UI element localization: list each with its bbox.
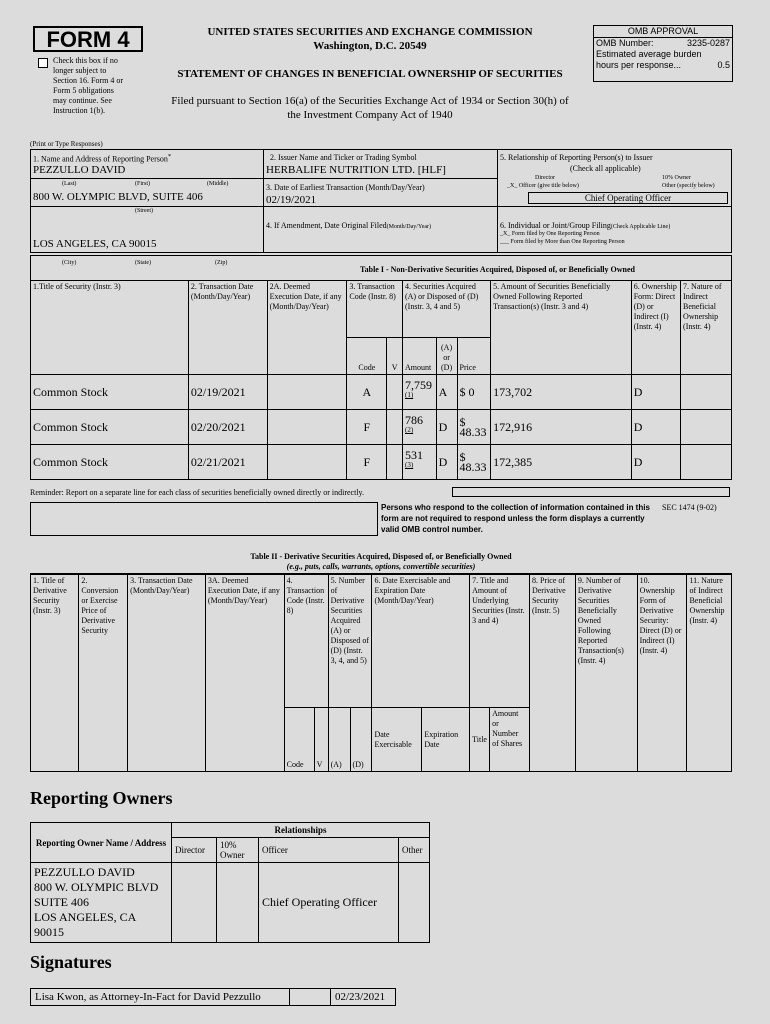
ro-officer-header: Officer (259, 838, 399, 863)
v-flag (387, 374, 403, 409)
form-title: FORM 4 (46, 27, 130, 52)
divider (30, 178, 263, 179)
price: $ 48.33 (457, 409, 491, 444)
reminder-line (452, 487, 730, 497)
t1-code-header: Code (347, 337, 387, 374)
transaction-date: 02/20/2021 (188, 409, 267, 444)
t2-col3-header: 3. Transaction Date (Month/Day/Year) (128, 575, 206, 772)
signature-date: 02/23/2021 (331, 989, 396, 1006)
omb-burden: Estimated average burden (596, 49, 702, 59)
t1-col4-header: 4. Securities Acquired (A) or Disposed of (D) (Instr. 3, 4 and 5) (402, 280, 490, 337)
t2-col5-header: 5. Number of Derivative Securities Acquired (A) or Disposed of (D) (Instr. 3, 4, and 5) (328, 575, 372, 708)
nature-ownership (681, 444, 732, 479)
table-row (31, 863, 430, 943)
ro-owner10-cell (217, 863, 259, 943)
t1-col6-header: 6. Ownership Form: Direct (D) or Indirect (I) (Instr. 4) (631, 280, 680, 374)
agency-name: UNITED STATES SECURITIES AND EXCHANGE COMMISSION (207, 26, 533, 38)
deemed-date (267, 374, 347, 409)
t1-col5-header: 5. Amount of Securities Beneficially Owned Following Reported Transaction(s) (Instr. 3 and 4) (491, 280, 632, 374)
transaction-code: A (347, 374, 387, 409)
omb-approval-box (593, 25, 733, 82)
reporting-person-name: PEZZULLO DAVID (33, 164, 126, 176)
divider (497, 149, 498, 253)
security-title: Common Stock (31, 409, 189, 444)
ro-officer-cell: Chief Operating Officer (259, 863, 399, 943)
table-row (31, 444, 732, 479)
omb-number-row: OMB Number: 3235-0287 (596, 38, 730, 48)
t2-v-header: V (314, 708, 328, 772)
t2-a-header: (A) (328, 708, 350, 772)
t2-col10-header: 10. Ownership Form of Derivative Security: Direct (D) or Indirect (I) (Instr. 4) (637, 575, 687, 772)
table-row (31, 374, 732, 409)
officer-option: _X_ Officer (give title below) (507, 183, 579, 189)
table2-subtitle: (e.g., puts, calls, warrants, options, convertible securities) (286, 562, 476, 571)
table1-title: Table I - Non-Derivative Securities Acquired, Disposed of, or Beneficially Owned (360, 265, 635, 274)
owned-following: 172,385 (491, 444, 632, 479)
t1-col2a-header: 2A. Deemed Execution Date, if any (Month/Day/Year) (267, 280, 347, 374)
t2-col3a-header: 3A. Deemed Execution Date, if any (Month/Day/Year) (205, 575, 284, 772)
box6-label: 6. Individual or Joint/Group Filing(Check Applicable Line) (500, 221, 671, 230)
table1 (30, 255, 732, 480)
t1-col7-header: 7. Nature of Indirect Beneficial Ownership (Instr. 4) (681, 280, 732, 374)
t2-code-header: Code (284, 708, 314, 772)
ownership-form: D (631, 409, 680, 444)
t2-col1-header: 1. Title of Derivative Security (Instr. 3) (31, 575, 79, 772)
box5-sub: (Check all applicable) (570, 164, 641, 173)
city-state-zip: LOS ANGELES, CA 90015 (33, 238, 157, 250)
ownership-form: D (631, 374, 680, 409)
footnote-link[interactable]: (1) (404, 391, 414, 399)
acquired-disposed: D (436, 444, 457, 479)
signatures-table (30, 988, 396, 1006)
other-option: Other (specify below) (662, 183, 715, 189)
deemed-date (267, 444, 347, 479)
owned-following: 172,916 (491, 409, 632, 444)
transaction-date: 02/19/2021 (188, 374, 267, 409)
t1-col3-header: 3. Transaction Code (Instr. 8) (347, 280, 403, 337)
t1-amount-header: Amount (402, 337, 436, 374)
price: $ 48.33 (457, 444, 491, 479)
sec-number: SEC 1474 (9-02) (662, 503, 717, 512)
t1-v-header: V (387, 337, 403, 374)
signature-name: Lisa Kwon, as Attorney-In-Fact for David Pezzullo (31, 989, 290, 1006)
t2-title-header: Title (470, 708, 490, 772)
label-city: (City) (62, 260, 77, 266)
t2-d-header: (D) (350, 708, 372, 772)
label-street: (Street) (135, 208, 153, 214)
box4-label: 4. If Amendment, Date Original Filed(Month/Day/Year) (266, 221, 432, 230)
t2-expiration-header: Expiration Date (422, 708, 470, 772)
t2-col8-header: 8. Price of Derivative Security (Instr. 5) (529, 575, 575, 772)
t2-col2-header: 2. Conversion or Exercise Price of Derivative Security (79, 575, 128, 772)
transaction-code: F (347, 409, 387, 444)
street-address: 800 W. OLYMPIC BLVD, SUITE 406 (33, 191, 203, 203)
transaction-code: F (347, 444, 387, 479)
security-title: Common Stock (31, 374, 189, 409)
price: $ 0 (457, 374, 491, 409)
label-zip: (Zip) (215, 260, 228, 266)
divider (263, 206, 497, 207)
ownership-form: D (631, 444, 680, 479)
reporting-owners-heading: Reporting Owners (30, 788, 173, 808)
t1-aord-header: (A) or (D) (436, 337, 457, 374)
label-state: (State) (135, 260, 151, 266)
footnote-link[interactable]: (2) (404, 426, 414, 434)
divider (263, 178, 497, 179)
deemed-date (267, 409, 347, 444)
security-title: Common Stock (31, 444, 189, 479)
director-option: Director (535, 175, 555, 181)
ro-relationships-header: Relationships (172, 823, 430, 838)
ro-owner10-header: 10% Owner (217, 838, 259, 863)
statement-title: STATEMENT OF CHANGES IN BENEFICIAL OWNERSHIP OF SECURITIES (177, 68, 563, 80)
t1-col2-header: 2. Transaction Date (Month/Day/Year) (188, 280, 267, 374)
earliest-transaction-date: 02/19/2021 (266, 194, 317, 206)
officer-title-box: Chief Operating Officer (528, 192, 728, 204)
form-title-box (33, 26, 143, 52)
box2-label: 2. Issuer Name and Ticker or Trading Symbol (270, 153, 417, 162)
divider (263, 149, 264, 253)
signatures-heading: Signatures (30, 952, 112, 972)
box3-label: 3. Date of Earliest Transaction (Month/Day/Year) (266, 183, 425, 192)
agency-location: Washington, D.C. 20549 (313, 40, 427, 52)
ro-other-cell (399, 863, 430, 943)
acquired-disposed: D (436, 409, 457, 444)
filing-option-multi: ___ Form filed by More than One Reporting Person (500, 239, 625, 245)
signature-spacer (290, 989, 331, 1006)
v-flag (387, 444, 403, 479)
label-first: (First) (135, 181, 150, 187)
section16-checkbox[interactable] (38, 58, 48, 68)
ro-owner-address: PEZZULLO DAVID 800 W. OLYMPIC BLVD SUITE 406 LOS ANGELES, CA 90015 (31, 863, 172, 943)
t2-col6-header: 6. Date Exercisable and Expiration Date (Month/Day/Year) (372, 575, 470, 708)
issuer-name: HERBALIFE NUTRITION LTD. [HLF] (266, 164, 446, 176)
omb-title: OMB APPROVAL (594, 26, 732, 38)
label-last: (Last) (62, 181, 77, 187)
ro-name-header: Reporting Owner Name / Address (31, 823, 172, 863)
t2-col11-header: 11. Nature of Indirect Beneficial Ownership (Instr. 4) (687, 575, 732, 772)
table-row (31, 409, 732, 444)
divider (497, 206, 732, 207)
divider (30, 252, 263, 253)
t2-amount-shares-header: Amount or Number of Shares (490, 708, 530, 772)
filed-pursuant-line1: Filed pursuant to Section 16(a) of the Securities Exchange Act of 1934 or Section 30(h) of (171, 95, 569, 107)
amount: 531 $^{(3)}$ (402, 444, 436, 479)
persons-notice: Persons who respond to the collection of information contained in this form are not required to respond unless the form displays a currently valid OMB control number. (381, 503, 650, 534)
label-middle: (Middle) (207, 181, 229, 187)
nature-ownership (681, 409, 732, 444)
transaction-date: 02/21/2021 (188, 444, 267, 479)
footnote-link[interactable]: (3) (404, 461, 414, 469)
box1-label: 1. Name and Address of Reporting Person* (33, 153, 172, 164)
nature-ownership (681, 374, 732, 409)
owned-following: 173,702 (491, 374, 632, 409)
omb-hours-row: hours per response... 0.5 (596, 60, 730, 70)
filing-option-one: _X_ Form filed by One Reporting Person (500, 231, 600, 237)
t2-date-exercisable-header: Date Exercisable (372, 708, 422, 772)
amount: 786 $^{(2)}$ (402, 409, 436, 444)
table2-title: Table II - Derivative Securities Acquired, Disposed of, or Beneficially Owned (250, 552, 512, 561)
t2-col4-header: 4. Transaction Code (Instr. 8) (284, 575, 328, 708)
t2-col9-header: 9. Number of Derivative Securities Beneficially Owned Following Reported Transaction(s) (Instr. 4) (575, 575, 637, 772)
v-flag (387, 409, 403, 444)
reporting-owners-table (30, 822, 430, 943)
ro-director-header: Director (172, 838, 217, 863)
checkbox-text: Check this box if no longer subject to Section 16. Form 4 or Form 5 obligations may continue. See Instruction 1(b). (53, 56, 123, 115)
reminder-text: Reminder: Report on a separate line for each class of securities beneficially owned directly or indirectly. (30, 488, 365, 497)
filed-pursuant-line2: the Investment Company Act of 1940 (287, 109, 453, 121)
print-type-note: (Print or Type Responses) (30, 140, 103, 148)
t2-col7-header: 7. Title and Amount of Underlying Securities (Instr. 3 and 4) (470, 575, 530, 708)
table-row (31, 989, 396, 1006)
ro-other-header: Other (399, 838, 430, 863)
acquired-disposed: A (436, 374, 457, 409)
t1-price-header: Price (457, 337, 491, 374)
box5-label: 5. Relationship of Reporting Person(s) to Issuer (500, 153, 653, 162)
amount: 7,759 $^{(1)}$ (402, 374, 436, 409)
t1-col1-header: 1.Title of Security (Instr. 3) (31, 280, 189, 374)
ro-director-cell (172, 863, 217, 943)
owner10-option: 10% Owner (662, 175, 691, 181)
table2 (30, 573, 732, 772)
notice-left-box (30, 502, 378, 536)
divider (30, 206, 263, 207)
